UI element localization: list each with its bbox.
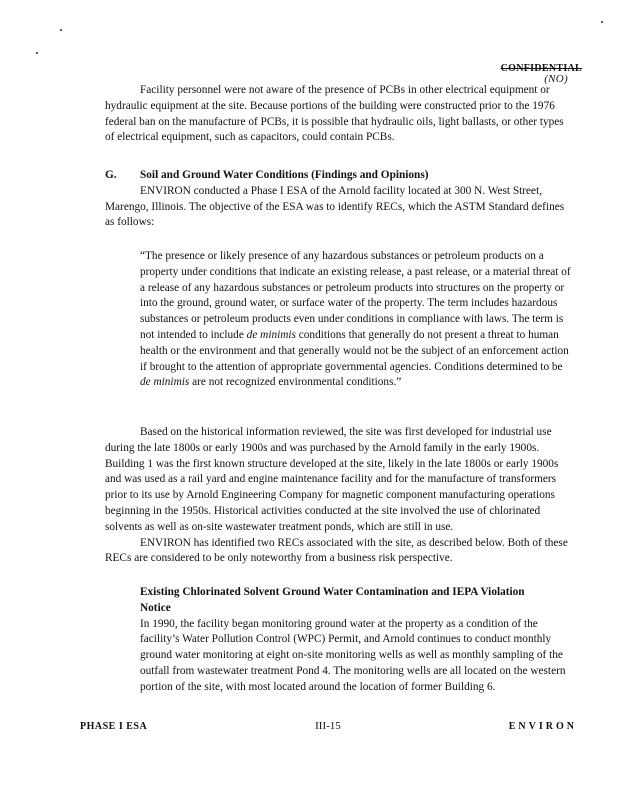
scan-speck [601,21,603,23]
footer-company: ENVIRON [508,721,577,732]
quote-emphasis-2: de minimis [140,376,190,389]
quote-text-3: are not recognized environmental conditions.” [189,376,402,389]
section-letter: G. [105,169,117,181]
footer-report-label: PHASE I ESA [80,721,148,732]
scan-speck [36,52,38,54]
scan-speck [60,29,62,31]
quote-text-1: “The presence or likely presence of any hazardous substances or petroleum products on a property under conditions that indicate an existing release, a past release, or a material threat of a release of any hazardous substances or petroleum products into structures on the property or into the ground, ground water, or surface water of the property. The term includes hazardous substances or petroleum products even under conditions in compliance with laws. The term is not intended to include [140,250,571,341]
section-title: Soil and Ground Water Conditions (Findings and Opinions) [140,169,429,181]
page-footer [80,719,577,735]
quote-emphasis-1: de minimis [246,328,296,341]
recs-paragraph: ENVIRON has identified two RECs associated with the site, as described below. Both of these RECs are considered to be only noteworthy from a business risk perspective. [105,536,568,565]
astm-quote [140,249,574,391]
confidential-stamp-text: CONFIDENTIAL [500,63,582,74]
history-block [105,425,575,567]
astm-quote-block [105,249,575,391]
section-paragraph: ENVIRON conducted a Phase I ESA of the Arnold facility located at 300 N. West Street, Marengo, Illinois. The objective of the ESA was to identify RECs, which the ASTM Standard defines as follows: [105,184,565,229]
handwritten-annotation: (NO) [544,73,568,85]
history-paragraph: Based on the historical information reviewed, the site was first developed for industrial use during the late 1800s or early 1900s and was purchased by the Arnold family in the early 1900s. Building 1 was the first known structure developed at the site, likely in the late 1800s or early 1900s and was used as a rail yard and engine maintenance facility and for the manufacture of transformers prior to its use by Arnold Engineering Company for magnetic component manufacturing operations beginning in the 1950s. Historical activities conducted at the site involved the use of chlorinated solvents as well as on-site wastewater treatment ponds, which are still in use. [105,426,559,533]
subsection-title: Existing Chlorinated Solvent Ground Water Contamination and IEPA Violation Notice [140,586,525,614]
intro-paragraph: Facility personnel were not aware of the presence of PCBs in other electrical equipment or hydraulic equipment at the site. Because portions of the building were constructed prior to the 1976 federal ban on the manufacture of PCBs, it is possible that hydraulic oils, light ballasts, or other types of electrical equipment, such as capacitors, could contain PCBs. [105,84,564,144]
subsection-paragraph: In 1990, the facility began monitoring ground water at the property as a condition of the facility’s Water Pollution Control (WPC) Permit, and Arnold continues to conduct monthly ground water monitoring at eight on-site monitoring wells as well as monthly sampling of the outfall from wastewater treatment Pond 4. The monitoring wells are all located on the western portion of the site, with most located around the location of former Building 6. [140,617,566,693]
section-g [105,168,575,231]
subsection-block [105,585,575,696]
section-heading [105,168,575,184]
intro-block [105,83,575,146]
confidential-stamp [501,63,582,85]
footer-page-number: III-15 [315,720,341,732]
quote-text-2: conditions that generally do not present a threat to human health or the environment and that generally would not be the subject of an enforcement action if brought to the attention of appropriate governmental agencies. Conditions determined to be [140,328,569,373]
